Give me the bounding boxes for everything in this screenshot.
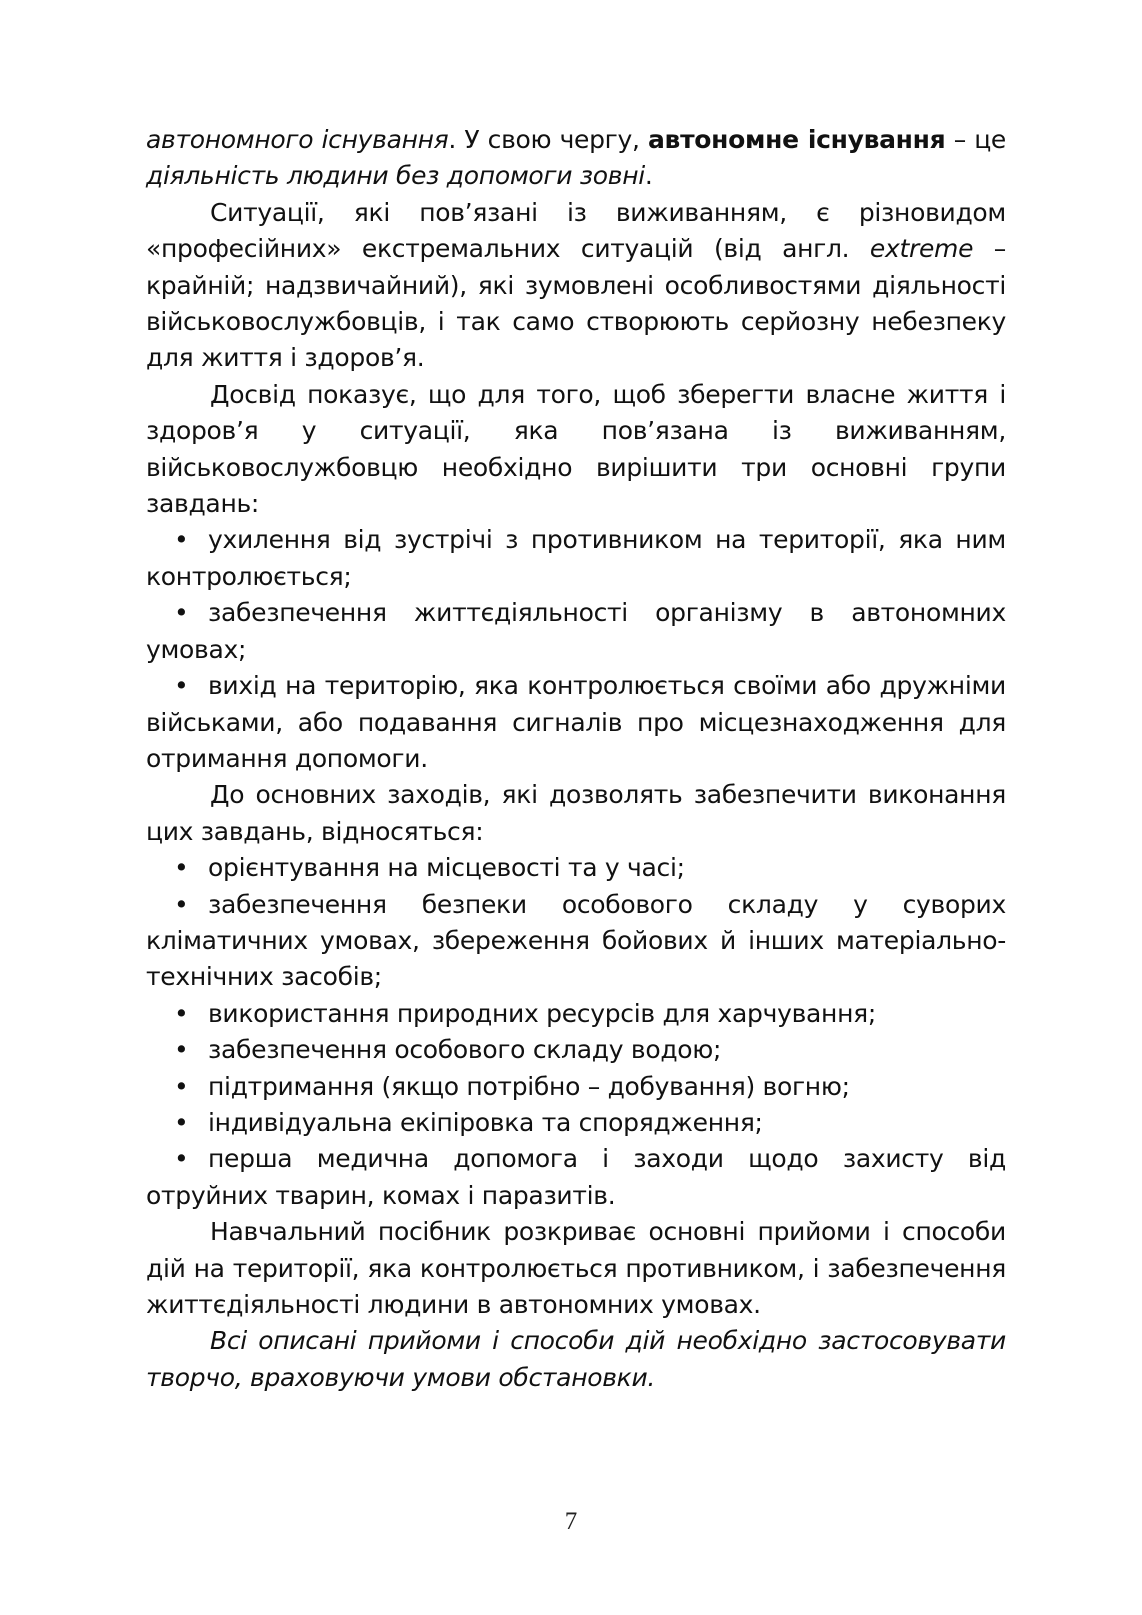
- list-item: • підтримання (якщо потрібно – добування) вогню;: [146, 1069, 1006, 1105]
- definition-italic: діяльність людини без допомоги зовні: [146, 161, 645, 191]
- term-italic: автономного існування: [146, 125, 449, 154]
- bullet-icon: •: [174, 998, 189, 1028]
- bullet-icon: •: [174, 1144, 189, 1174]
- term-bold: автономне існування: [647, 125, 946, 154]
- bullet-icon: •: [174, 1107, 189, 1137]
- measures-list: [146, 850, 1006, 1214]
- paragraph-main-measures: До основних заходів, які дозволять забезпечити виконання цих завдань, відносяться:: [146, 780, 1006, 846]
- bullet-icon: •: [174, 889, 189, 919]
- paragraph-experience: Досвід показує, що для того, щоб зберегти власне життя і здоров’я у ситуації, яка пов’язана із виживанням, військовослужбовцю необхідно вирішити три основні групи завдань:: [146, 379, 1006, 519]
- list-item: • ухилення від зустрічі з противником на території, яка ним контролюється;: [146, 522, 1006, 595]
- list-item: • забезпечення безпеки особового складу у суворих кліматичних умовах, збереження бойових й інших матеріально-технічних засобів;: [146, 887, 1006, 996]
- paragraph-situations: Ситуації, які пов’язані із виживанням, є різновидом «професійних» екстремальних ситуацій (від англ. extreme – крайній; надзвичайний), які зумовлені особливостями діяльності військовослужбовців, і так само створюють серйозну небезпеку для життя і здоров’я.: [146, 197, 1006, 373]
- task-groups-list: [146, 522, 1006, 777]
- bullet-icon: •: [174, 525, 189, 555]
- list-item: • індивідуальна екіпіровка та спорядження;: [146, 1105, 1006, 1141]
- page-number: 7: [564, 1508, 578, 1535]
- paragraph-autonomous-existence: автономного існування. У свою чергу, автономне існування – це діяльність людини без допомоги зовні.: [146, 125, 1007, 191]
- english-term: extreme: [869, 234, 974, 264]
- page-content: [146, 122, 1006, 1396]
- paragraph-textbook-scope: Навчальний посібник розкриває основні прийоми і способи дій на території, яка контролюється противником, і забезпечення життєдіяльності людини в автономних умовах.: [146, 1217, 1006, 1319]
- bullet-icon: •: [174, 598, 189, 628]
- list-item: • вихід на територію, яка контролюється своїми або дружніми військами, або подавання сигналів про місцезнаходження для отримання допомоги.: [146, 668, 1006, 777]
- paragraph-final-note: Всі описані прийоми і способи дій необхідно застосовувати творчо, враховуючи умови обстановки.: [146, 1326, 1006, 1392]
- list-item: • використання природних ресурсів для харчування;: [146, 996, 1006, 1032]
- list-item: • перша медична допомога і заходи щодо захисту від отруйних тварин, комах і паразитів.: [146, 1141, 1006, 1214]
- list-item: • орієнтування на місцевості та у часі;: [146, 850, 1006, 886]
- bullet-icon: •: [174, 671, 189, 701]
- list-item: • забезпечення життєдіяльності організму в автономних умовах;: [146, 595, 1006, 668]
- bullet-icon: •: [174, 1071, 189, 1101]
- list-item: • забезпечення особового складу водою;: [146, 1032, 1006, 1068]
- bullet-icon: •: [174, 853, 189, 883]
- bullet-icon: •: [174, 1035, 189, 1065]
